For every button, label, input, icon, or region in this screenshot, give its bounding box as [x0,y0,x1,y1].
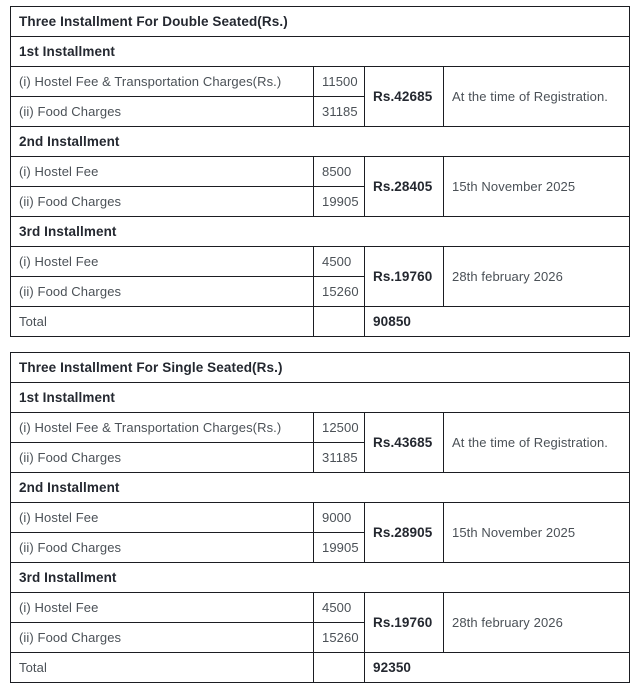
fee-row [11,157,630,187]
fee-label: (i) Hostel Fee & Transportation Charges(Rs.) [11,67,314,97]
fee-label: (ii) Food Charges [11,443,314,473]
installment-subtotal: Rs.42685 [365,67,444,127]
fee-row [11,413,630,443]
section-heading-row [11,37,630,67]
fee-label: (ii) Food Charges [11,277,314,307]
fee-label: (i) Hostel Fee [11,593,314,623]
installment-subtotal: Rs.43685 [365,413,444,473]
fee-table-single-seated [10,352,630,683]
fee-amount: 19905 [314,533,365,563]
fee-row [11,67,630,97]
section-heading: 3rd Installment [11,217,630,247]
section-heading: 1st Installment [11,37,630,67]
fee-amount: 12500 [314,413,365,443]
fee-amount: 31185 [314,97,365,127]
fee-amount: 15260 [314,623,365,653]
due-date: 28th february 2026 [444,593,630,653]
due-date: At the time of Registration. [444,413,630,473]
due-date: At the time of Registration. [444,67,630,127]
section-heading-row [11,383,630,413]
fee-amount: 9000 [314,503,365,533]
fee-table-double-seated [10,6,630,337]
fee-label: (i) Hostel Fee & Transportation Charges(Rs.) [11,413,314,443]
fee-amount: 31185 [314,443,365,473]
table-title-row [11,7,630,37]
fee-label: (i) Hostel Fee [11,157,314,187]
table-title: Three Installment For Single Seated(Rs.) [11,353,630,383]
fee-amount: 4500 [314,247,365,277]
total-value: 92350 [365,653,630,683]
fee-label: (ii) Food Charges [11,97,314,127]
section-heading: 1st Installment [11,383,630,413]
total-label: Total [11,653,314,683]
due-date: 15th November 2025 [444,503,630,563]
section-heading: 2nd Installment [11,127,630,157]
section-heading-row [11,127,630,157]
fee-row [11,593,630,623]
fee-amount: 8500 [314,157,365,187]
fee-row [11,247,630,277]
fee-label: (i) Hostel Fee [11,247,314,277]
section-heading-row [11,217,630,247]
empty-cell [314,307,365,337]
fee-amount: 4500 [314,593,365,623]
fee-amount: 11500 [314,67,365,97]
due-date: 28th february 2026 [444,247,630,307]
section-heading: 3rd Installment [11,563,630,593]
fee-label: (ii) Food Charges [11,533,314,563]
section-heading-row [11,563,630,593]
fee-amount: 19905 [314,187,365,217]
fee-amount: 15260 [314,277,365,307]
total-label: Total [11,307,314,337]
total-row [11,307,630,337]
installment-subtotal: Rs.19760 [365,247,444,307]
installment-subtotal: Rs.28405 [365,157,444,217]
installment-subtotal: Rs.28905 [365,503,444,563]
fee-label: (ii) Food Charges [11,187,314,217]
fee-row [11,503,630,533]
section-heading: 2nd Installment [11,473,630,503]
installment-subtotal: Rs.19760 [365,593,444,653]
empty-cell [314,653,365,683]
table-title: Three Installment For Double Seated(Rs.) [11,7,630,37]
fee-label: (i) Hostel Fee [11,503,314,533]
total-row [11,653,630,683]
table-title-row [11,353,630,383]
due-date: 15th November 2025 [444,157,630,217]
total-value: 90850 [365,307,630,337]
fee-label: (ii) Food Charges [11,623,314,653]
section-heading-row [11,473,630,503]
